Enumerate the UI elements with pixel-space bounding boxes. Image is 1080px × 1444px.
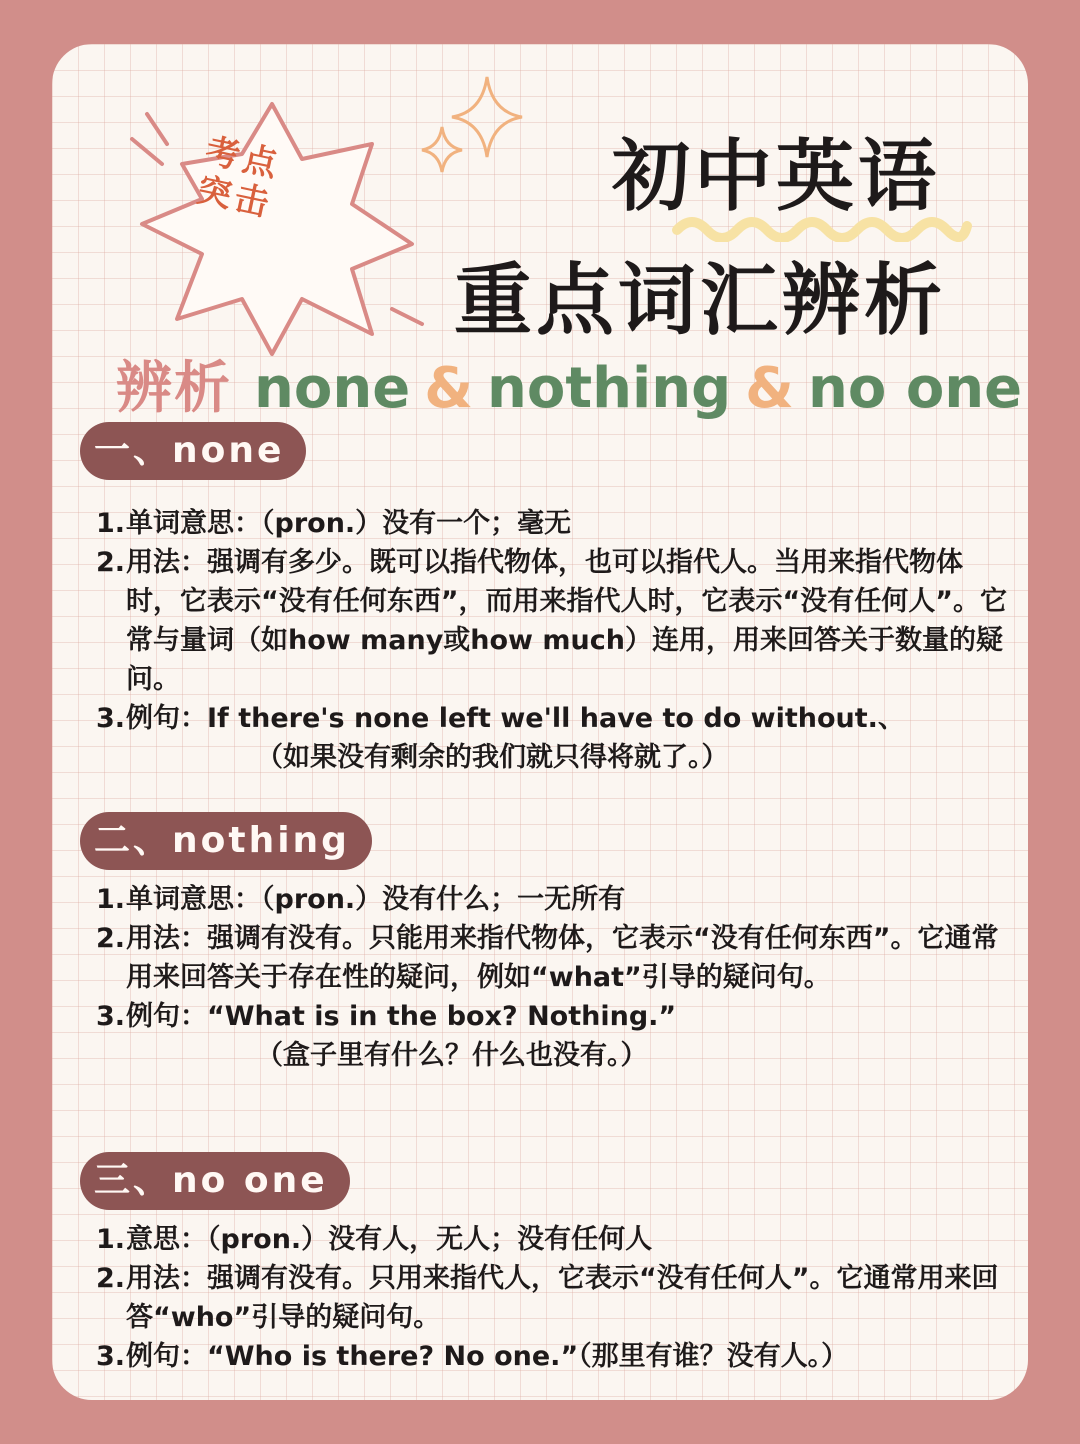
list-item: 3. 例句：If there's none left we'll have to do without.、 bbox=[96, 703, 905, 734]
section-header-none: 一、none bbox=[80, 422, 306, 480]
content-card bbox=[52, 44, 1028, 1400]
section-header-nothing: 二、nothing bbox=[80, 812, 372, 870]
list-item: 3. 例句：“Who is there? No one.”（那里有谁？没有人。） bbox=[96, 1341, 849, 1372]
page-title: 初中英语 bbox=[612, 132, 941, 222]
list-item: 1. 意思：（pron.）没有人，无人；没有任何人 bbox=[96, 1224, 653, 1255]
list-item: 2. 用法：强调有没有。只用来指代人，它表示“没有任何人”。它通常用来回答“who”引导的疑问句。 bbox=[96, 1263, 999, 1333]
sparkle-icon bbox=[412, 72, 532, 182]
list-item: 2. 用法：强调有没有。只能用来指代物体，它表示“没有任何东西”。它通常用来回答关于存在性的疑问，例如“what”引导的疑问句。 bbox=[96, 923, 999, 993]
section-nothing-body bbox=[96, 880, 1016, 1075]
section-no-one-body bbox=[96, 1220, 1016, 1376]
list-item: 1. 单词意思：（pron.）没有一个；毫无 bbox=[96, 508, 572, 539]
badge-text: 考点 突击 bbox=[193, 130, 285, 226]
example-translation: （如果没有剩余的我们就只得将就了。） bbox=[256, 742, 729, 773]
section-header-no-one: 三、no one bbox=[80, 1152, 350, 1210]
page-subtitle: 重点词汇辨析 bbox=[454, 256, 947, 346]
comparison-heading: 辨析 none & nothing & no one bbox=[116, 356, 1023, 421]
list-item: 3. 例句：“What is in the box? Nothing.” bbox=[96, 1001, 677, 1032]
list-item: 2. 用法：强调有多少。既可以指代物体，也可以指代人。当用来指代物体时，它表示“没有任何东西”，而用来指代人时，它表示“没有任何人”。它常与量词（如how many或how much）连用，用来回答关于数量的疑问。 bbox=[96, 547, 1007, 695]
example-translation: （盒子里有什么？什么也没有。） bbox=[256, 1040, 648, 1071]
list-item: 1. 单词意思：（pron.）没有什么；一无所有 bbox=[96, 884, 626, 915]
section-none-body bbox=[96, 504, 1016, 777]
burst-badge-icon bbox=[122, 84, 442, 364]
